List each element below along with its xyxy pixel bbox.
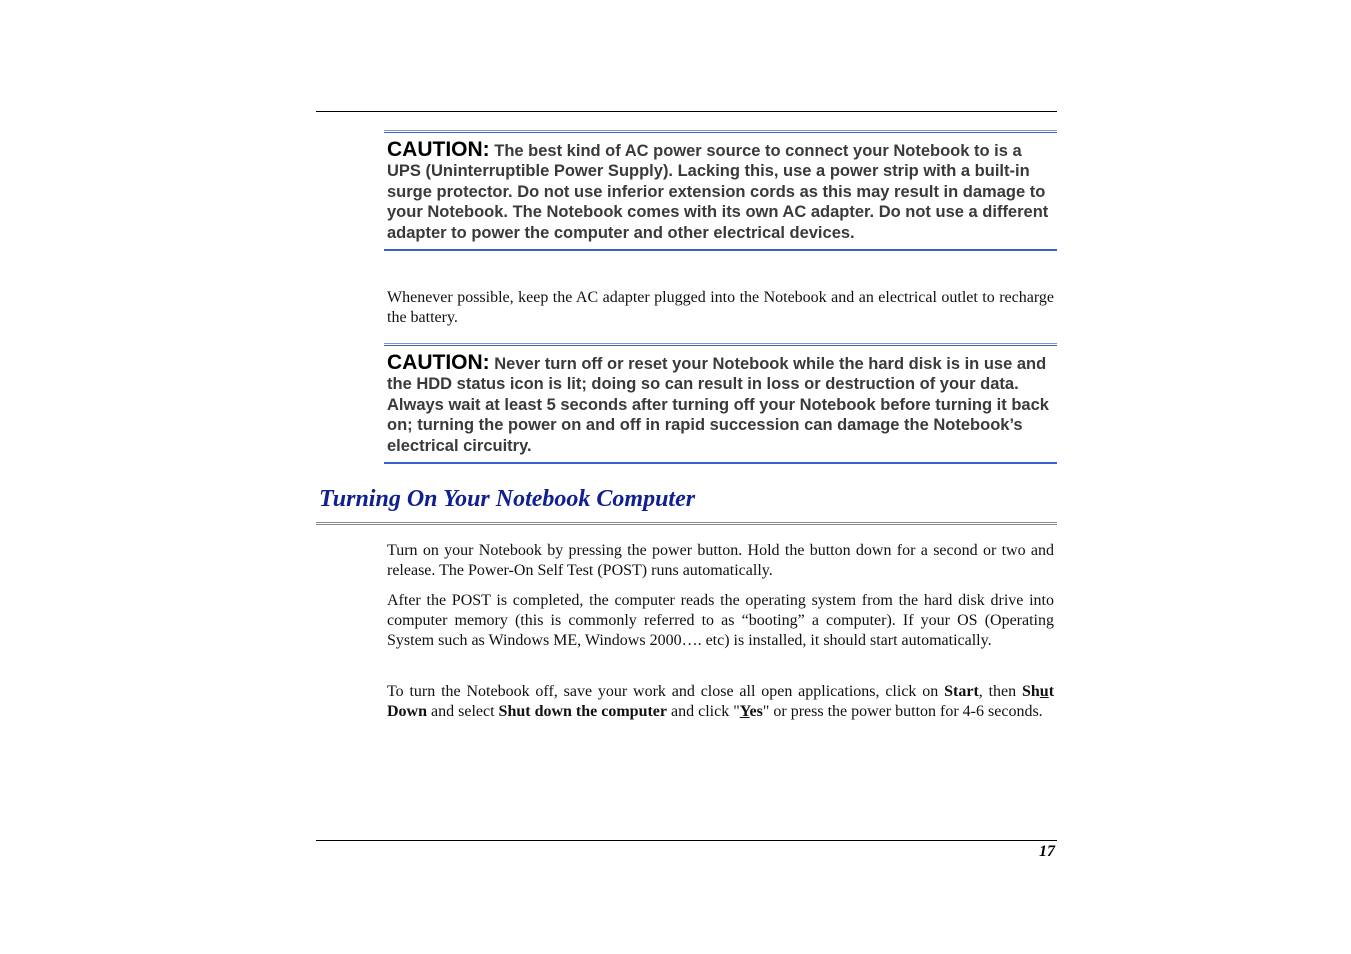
caution-label: CAUTION: xyxy=(387,138,490,161)
section-title-rule xyxy=(316,522,1057,525)
caution-bottom-bar xyxy=(384,462,1057,464)
caution-text xyxy=(384,346,1057,462)
adapter-paragraph: Whenever possible, keep the AC adapter plugged into the Notebook and an electrical outlet to recharge the battery. xyxy=(387,289,1054,327)
header-rule xyxy=(316,111,1057,112)
caution-box-power xyxy=(384,130,1057,251)
page-number: 17 xyxy=(1039,843,1055,860)
post-paragraph: After the POST is completed, the computer reads the operating system from the hard disk drive into computer memory (this is commonly referred to as “booting” a computer). If your OS (Operating System such as Windows ME, Windows 2000…. etc) is installed, it should start automatically. xyxy=(387,592,1054,650)
section-title: Turning On Your Notebook Computer xyxy=(319,486,696,512)
caution-body: The best kind of AC power source to connect your Notebook to is a UPS (Uninterruptible Power Supply). Lacking this, use a power strip with a built-in surge protector. Do not use inferior extension cords as this may result in damage to your Notebook. The Notebook comes with its own AC adapter. Do not use a different adapter to power the computer and other electrical devices. xyxy=(387,142,1049,242)
power-on-paragraph: Turn on your Notebook by pressing the power button. Hold the button down for a second or two and release. The Power-On Self Test (POST) runs automatically. xyxy=(387,542,1054,580)
caution-box-hdd xyxy=(384,343,1057,464)
shutdown-paragraph: To turn the Notebook off, save your work and close all open applications, click on Start, then Shut Down and select Shut down the computer and click "Yes" or press the power button for 4-6 seconds. xyxy=(387,683,1055,721)
caution-bottom-bar xyxy=(384,249,1057,251)
caution-body: Never turn off or reset your Notebook while the hard disk is in use and the HDD status icon is lit; doing so can result in loss or destruction of your data. Always wait at least 5 seconds after turning off your Notebook before turning it back on; turning the power on and off in rapid succession can damage the Notebook’s electrical circuitry. xyxy=(387,355,1049,455)
caution-label: CAUTION: xyxy=(387,351,490,374)
caution-text xyxy=(384,133,1057,249)
footer-rule xyxy=(316,840,1057,841)
